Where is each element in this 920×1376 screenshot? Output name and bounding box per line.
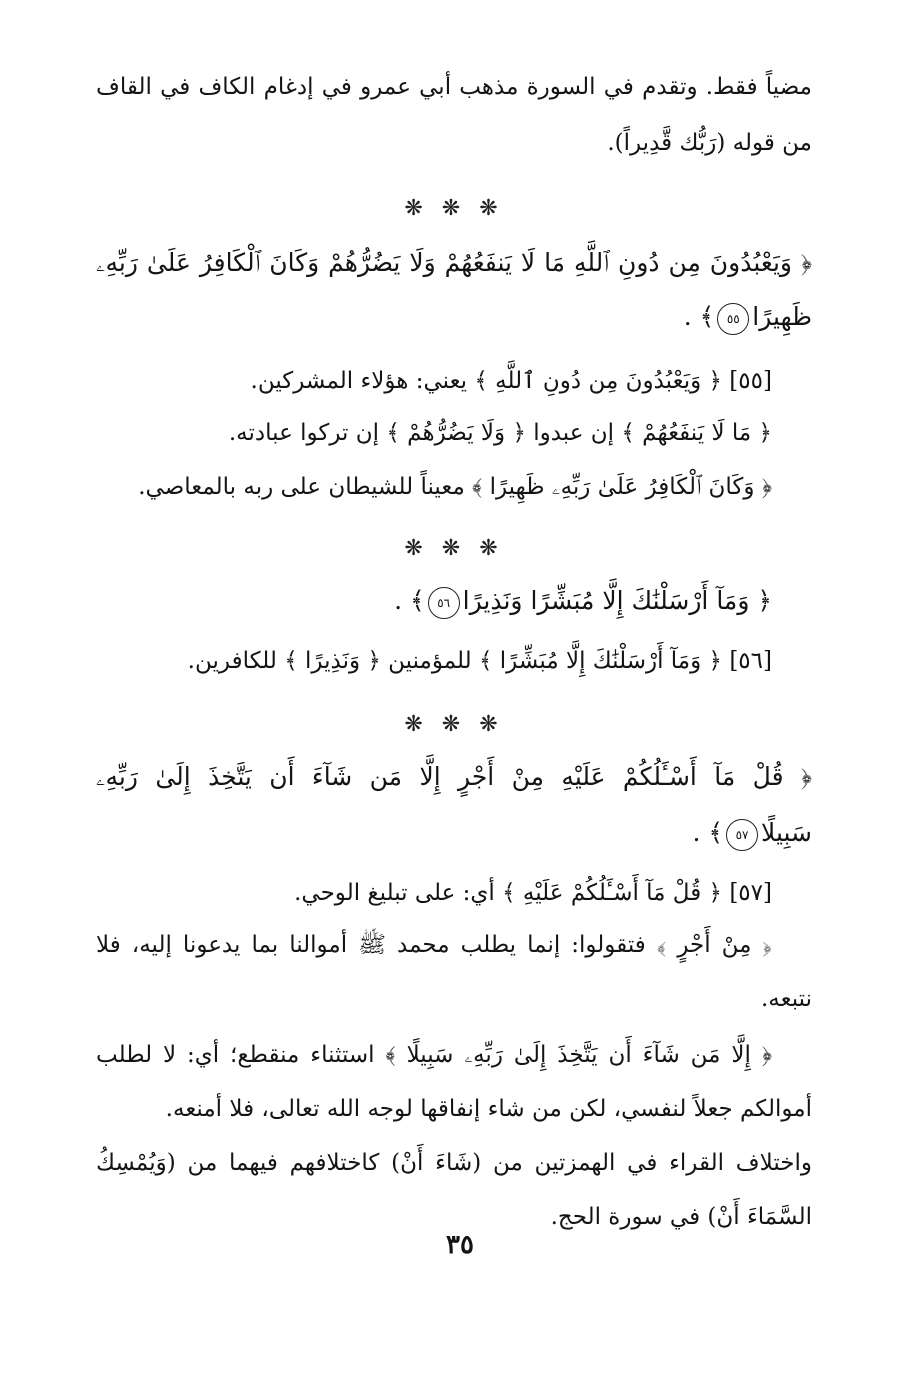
section-separator: ❋ ❋ ❋ xyxy=(404,536,504,561)
commentary-line: [٥٥] ﴿ وَيَعْبُدُونَ مِن دُونِ ٱللَّهِ ﴾ يعني: هؤلاء المشركين. xyxy=(250,368,772,394)
verse-line: ظَهِيرًا٥٥﴾ . xyxy=(96,288,812,346)
verse-line: ﴿ وَيَعْبُدُونَ مِن دُونِ ٱللَّهِ مَا لَا يَنفَعُهُمْ وَلَا يَضُرُّهُمْ وَكَانَ ٱلْكَافِرُ عَلَىٰ رَبِّهِۦ xyxy=(96,248,812,277)
commentary-line: [٥٦] ﴿ وَمَآ أَرْسَلْنَٰكَ إِلَّا مُبَشِّرًا ﴾ للمؤمنين ﴿ وَنَذِيرًا ﴾ للكافرين. xyxy=(187,648,772,674)
verse-line: سَبِيلًا٥٧﴾ . xyxy=(96,804,812,862)
ayah-number-marker: ٥٧ xyxy=(726,819,758,851)
ayah-number-marker: ٥٦ xyxy=(428,587,460,619)
commentary-line: واختلاف القراء في الهمزتين من (شَاءَ أَنْ) كاختلافهم فيهما من (وَيُمْسِكُ xyxy=(96,1150,812,1176)
text-line: مضياً فقط. وتقدم في السورة مذهب أبي عمرو في إدغام الكاف في القاف xyxy=(96,74,812,100)
commentary-line: ﴿ مَا لَا يَنفَعُهُمْ ﴾ إن عبدوا ﴿ وَلَا يَضُرُّهُمْ ﴾ إن تركوا عبادته. xyxy=(228,420,772,446)
commentary-line: نتبعه. xyxy=(760,986,812,1012)
section-separator: ❋ ❋ ❋ xyxy=(404,196,504,221)
page-number: ٣٥ xyxy=(446,1230,474,1260)
ayah-number-marker: ٥٥ xyxy=(717,303,749,335)
verse-line: ﴿ قُلْ مَآ أَسْـَٔلُكُمْ عَلَيْهِ مِنْ أَجْرٍ إِلَّا مَن شَآءَ أَن يَتَّخِذَ إِلَىٰ رَبِّهِۦ xyxy=(96,762,812,791)
text-line: من قوله (رَبُّك قَّدِيراً). xyxy=(607,130,812,156)
commentary-line: أموالكم جعلاً لنفسي، لكن من شاء إنفاقها لوجه الله تعالى، فلا أمنعه. xyxy=(165,1096,812,1122)
section-separator: ❋ ❋ ❋ xyxy=(404,712,504,737)
verse-line: ﴿ وَمَآ أَرْسَلْنَٰكَ إِلَّا مُبَشِّرًا وَنَذِيرًا٥٦﴾ . xyxy=(96,572,772,630)
commentary-line: السَّمَاءَ أَنْ) في سورة الحج. xyxy=(550,1204,812,1230)
commentary-line: ﴿ مِنْ أَجْرٍ ﴾ فتقولوا: إنما يطلب محمد ﷺ أموالنا بما يدعونا إليه، فلا xyxy=(96,932,772,958)
commentary-line: [٥٧] ﴿ قُلْ مَآ أَسْـَٔلُكُمْ عَلَيْهِ ﴾ أي: على تبليغ الوحي. xyxy=(294,880,772,906)
commentary-line: ﴿ وَكَانَ ٱلْكَافِرُ عَلَىٰ رَبِّهِۦ ظَهِيرًا ﴾ معيناً للشيطان على ربه بالمعاصي. xyxy=(138,474,772,500)
commentary-line: ﴿ إِلَّا مَن شَآءَ أَن يَتَّخِذَ إِلَىٰ رَبِّهِۦ سَبِيلًا ﴾ استثناء منقطع؛ أي: لا لطلب xyxy=(96,1042,772,1068)
